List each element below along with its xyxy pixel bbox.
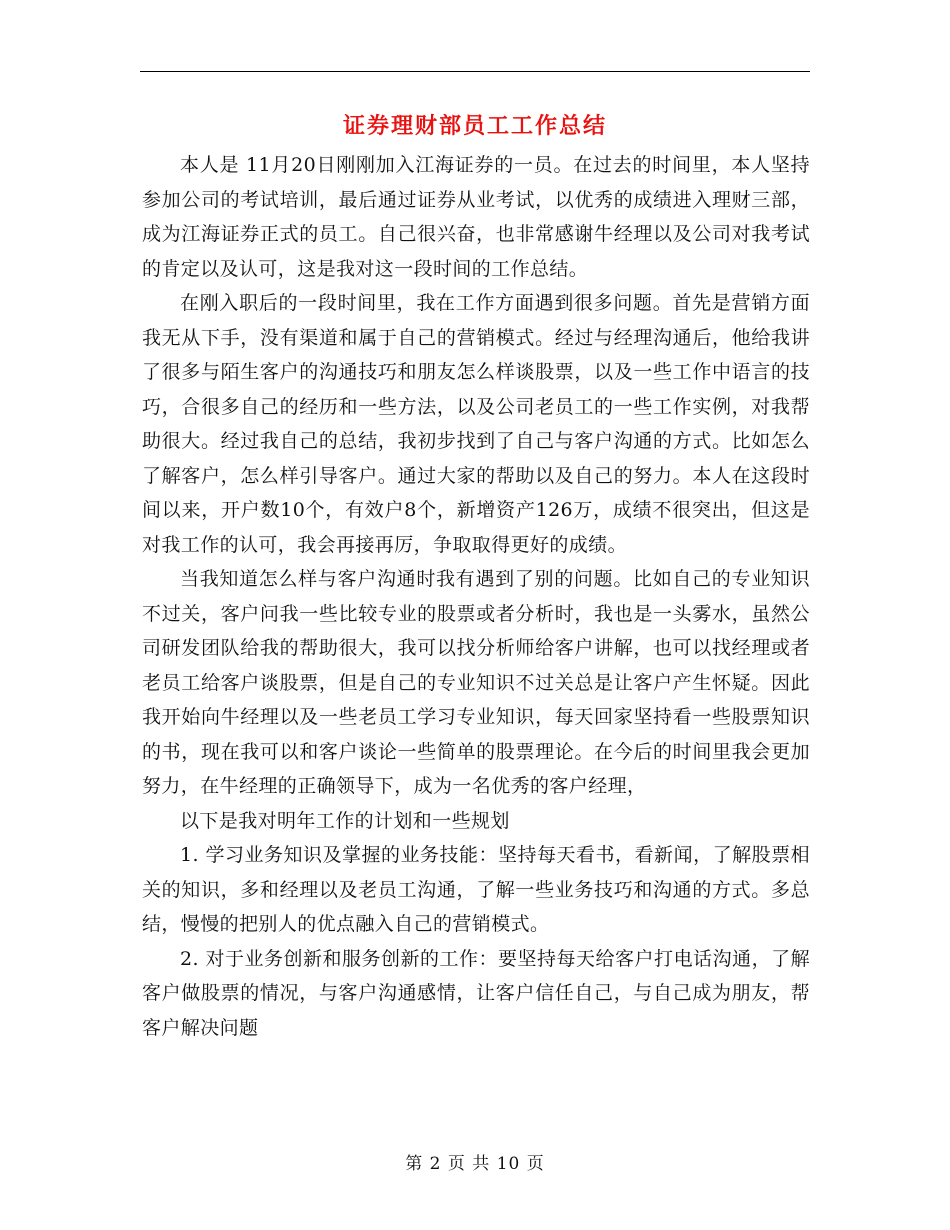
paragraph-plan-intro: 以下是我对明年工作的计划和一些规划 xyxy=(180,809,510,832)
page-number: 第 2 页 共 10 页 xyxy=(405,1154,545,1174)
paragraph-plan-item-1: 1. 学习业务知识及掌握的业务技能：坚持每天看书，看新闻，了解股票相关的知识，多和经理以及老员工沟通，了解一些业务技巧和沟通的方式。多总结，慢慢的把别人的优点融入自己的营销模式。 xyxy=(142,844,810,935)
document-title: 证券理财部员工工作总结 xyxy=(342,113,607,139)
paragraph-professional-knowledge: 当我知道怎么样与客户沟通时我有遇到了别的问题。比如自己的专业知识不过关，客户问我一些比较专业的股票或者分析时，我也是一头雾水，虽然公司研发团队给我的帮助很大，我可以找分析师给客户讲解，也可以找经理或者老员工给客户谈股票，但是自己的专业知识不过关总是让客户产生怀疑。因此我开始向牛经理以及一些老员工学习专业知识，每天回家坚持看一些股票知识的书，现在我可以和客户谈论一些简单的股票理论。在今后的时间里我会更加努力，在牛经理的正确领导下，成为一名优秀的客户经理， xyxy=(142,568,810,797)
header-rule xyxy=(140,71,810,72)
paragraph-intro: 本人是 11月20日刚刚加入江海证券的一员。在过去的时间里，本人坚持参加公司的考试培训，最后通过证券从业考试，以优秀的成绩进入理财三部，成为江海证券正式的员工。自己很兴奋，也非常感谢牛经理以及公司对我考试的肯定以及认可，这是我对这一段时间的工作总结。 xyxy=(142,154,810,280)
page-footer xyxy=(0,1152,950,1176)
document-body xyxy=(142,148,810,1045)
paragraph-early-work: 在刚入职后的一段时间里，我在工作方面遇到很多问题。首先是营销方面我无从下手，没有渠道和属于自己的营销模式。经过与经理沟通后，他给我讲了很多与陌生客户的沟通技巧和朋友怎么样谈股票，以及一些工作中语言的技巧，合很多自己的经历和一些方法，以及公司老员工的一些工作实例，对我帮助很大。经过我自己的总结，我初步找到了自己与客户沟通的方式。比如怎么了解客户，怎么样引导客户。通过大家的帮助以及自己的努力。本人在这段时间以来，开户数10个，有效户8个，新增资产126万，成绩不很突出，但这是对我工作的认可，我会再接再厉，争取取得更好的成绩。 xyxy=(142,292,810,556)
paragraph-plan-item-2: 2. 对于业务创新和服务创新的工作：要坚持每天给客户打电话沟通，了解客户做股票的情况，与客户沟通感情，让客户信任自己，与自己成为朋友，帮客户解决问题 xyxy=(142,947,810,1039)
